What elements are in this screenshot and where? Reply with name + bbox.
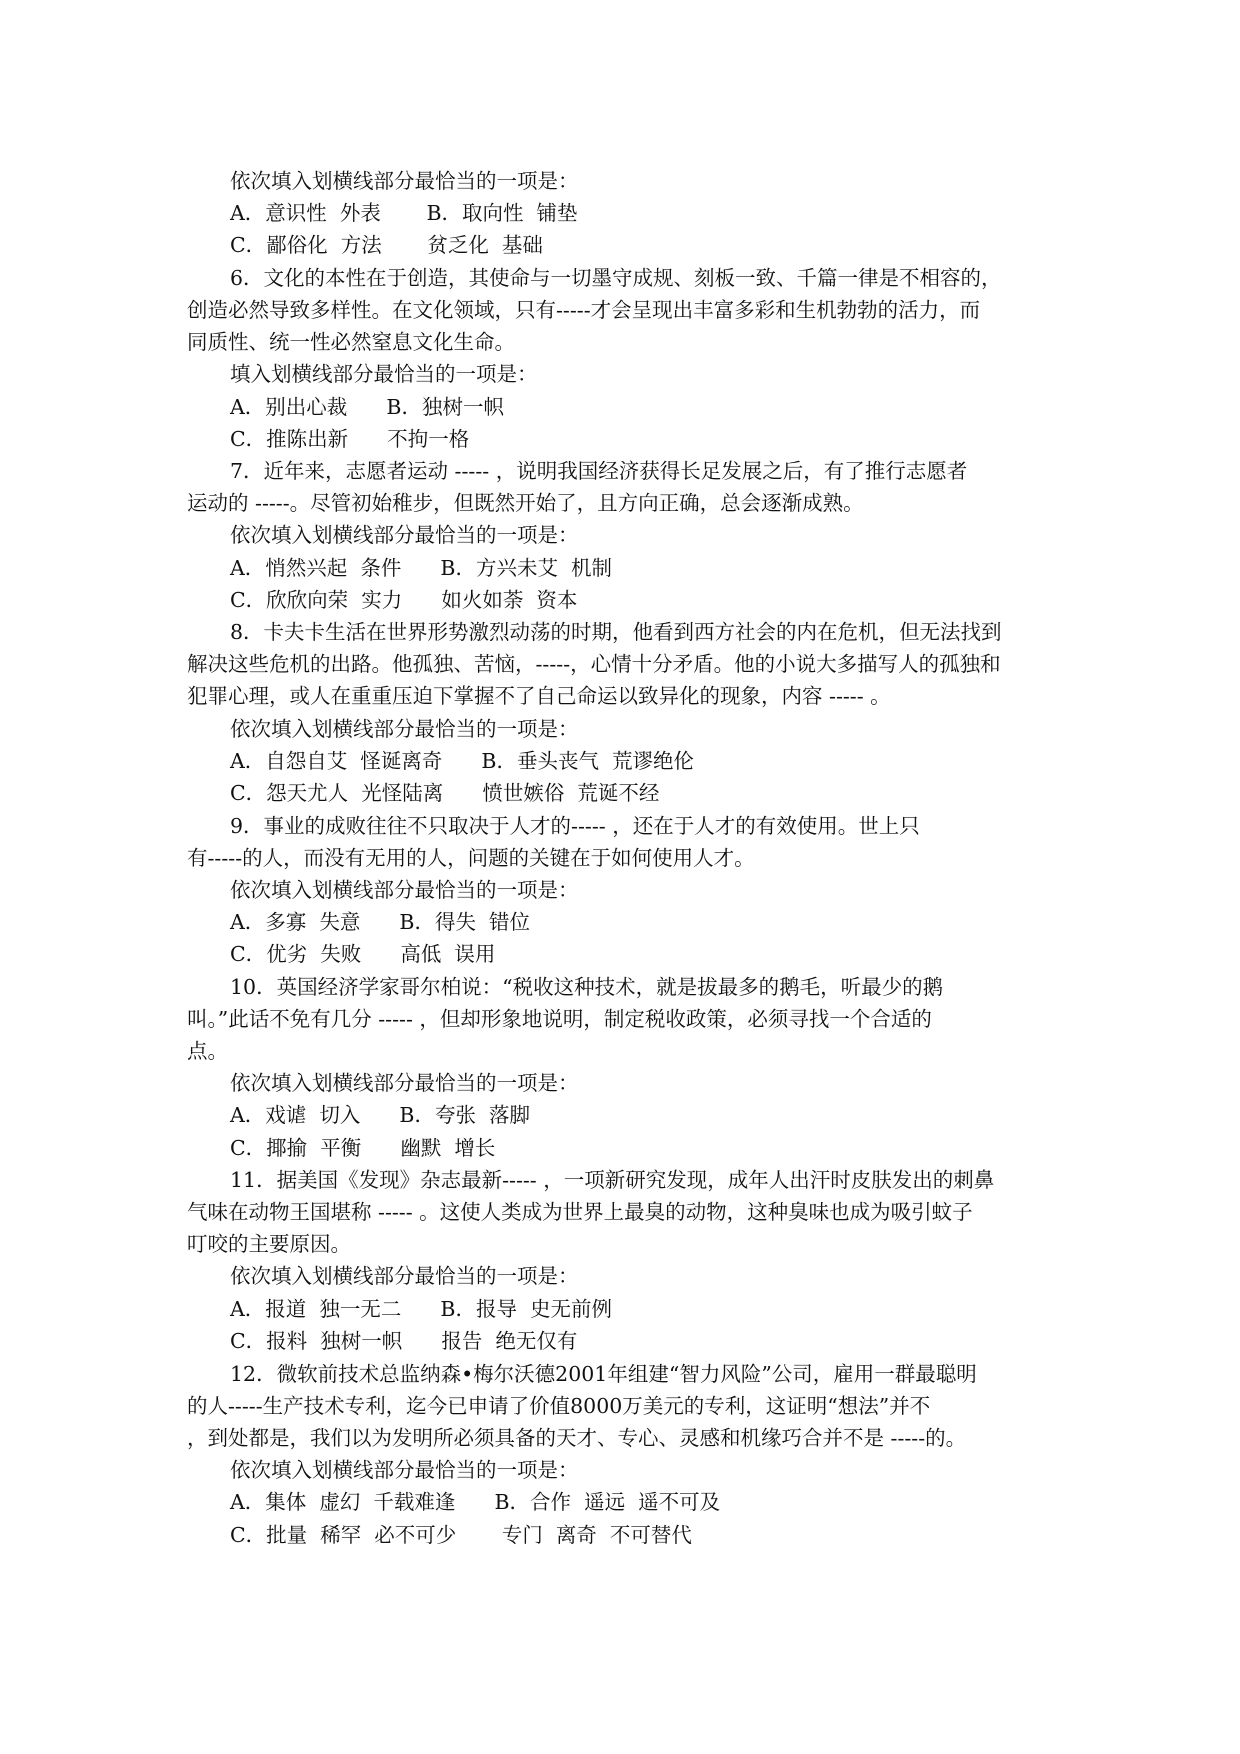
- text-line: 依次填入划横线部分最恰当的一项是：: [230, 717, 579, 741]
- text-line: 创造必然导致多样性。在文化领域，只有-----才会呈现出丰富多彩和生机勃勃的活力，而: [187, 298, 981, 322]
- text-line: 运动的 -----。尽管初始稚步，但既然开始了，且方向正确，总会逐渐成熟。: [187, 491, 864, 515]
- text-line: 依次填入划横线部分最恰当的一项是：: [230, 523, 579, 547]
- text-line: 依次填入划横线部分最恰当的一项是：: [230, 169, 579, 193]
- text-line: 气味在动物王国堪称 ----- 。这使人类成为世界上最臭的动物，这种臭味也成为吸引蚊子: [187, 1200, 973, 1224]
- text-line: A．戏谑 切入 B．夸张 落脚: [230, 1103, 531, 1127]
- text-line: 12．微软前技术总监纳森•梅尔沃德2001年组建“智力风险”公司，雇用一群最聪明: [230, 1362, 977, 1386]
- text-line: 6．文化的本性在于创造，其使命与一切墨守成规、刻板一致、千篇一律是不相容的，: [230, 266, 1002, 290]
- text-line: 依次填入划横线部分最恰当的一项是：: [230, 1458, 579, 1482]
- text-line: A．多寡 失意 B．得失 错位: [230, 910, 531, 934]
- text-line: A．报道 独一无二 B．报导 史无前例: [230, 1297, 613, 1321]
- text-line: A．集体 虚幻 千载难逢 B．合作 遥远 遥不可及: [230, 1490, 721, 1514]
- text-line: 填入划横线部分最恰当的一项是：: [230, 362, 538, 386]
- text-line: 9．事业的成败往往不只取决于人才的----- ，还在于人才的有效使用。世上只: [230, 814, 920, 838]
- text-line: 叮咬的主要原因。: [187, 1232, 351, 1256]
- text-line: C．优劣 失败 高低 误用: [230, 942, 496, 966]
- text-line: C．欣欣向荣 实力 如火如荼 资本: [230, 588, 578, 612]
- text-line: 解决这些危机的出路。他孤独、苦恼，-----，心情十分矛盾。他的小说大多描写人的孤独和: [187, 652, 1001, 676]
- text-line: 依次填入划横线部分最恰当的一项是：: [230, 1071, 579, 1095]
- text-line: 依次填入划横线部分最恰当的一项是：: [230, 1264, 579, 1288]
- text-line: 有-----的人，而没有无用的人，问题的关键在于如何使用人才。: [187, 846, 755, 870]
- text-line: 叫。”此话不免有几分 ----- ，但却形象地说明，制定税收政策，必须寻找一个合适的: [187, 1007, 932, 1031]
- text-line: 11．据美国《发现》杂志最新----- ，一项新研究发现，成年人出汗时皮肤发出的刺鼻: [230, 1168, 995, 1192]
- text-line: A．悄然兴起 条件 B．方兴未艾 机制: [230, 556, 613, 580]
- text-line: 10．英国经济学家哥尔柏说：“税收这种技术，就是拔最多的鹅毛，听最少的鹅: [230, 975, 944, 999]
- text-line: 7．近年来，志愿者运动 ----- ，说明我国经济获得长足发展之后，有了推行志愿者: [230, 459, 968, 483]
- text-line: 8．卡夫卡生活在世界形势激烈动荡的时期，他看到西方社会的内在危机，但无法找到: [230, 620, 1002, 644]
- text-line: 同质性、统一性必然窒息文化生命。: [187, 330, 515, 354]
- text-line: C．推陈出新 不拘一格: [230, 427, 470, 451]
- text-line: ，到处都是，我们以为发明所必须具备的天才、专心、灵感和机缘巧合并不是 -----的。: [187, 1426, 967, 1450]
- text-line: 犯罪心理，或人在重重压迫下掌握不了自己命运以致异化的现象，内容 ----- 。: [187, 684, 891, 708]
- text-line: 依次填入划横线部分最恰当的一项是：: [230, 878, 579, 902]
- text-line: C．揶揄 平衡 幽默 增长: [230, 1136, 496, 1160]
- text-line: A．别出心裁 B．独树一帜: [230, 395, 504, 419]
- text-line: 点。: [187, 1039, 228, 1063]
- text-line: C．怨天尤人 光怪陆离 愤世嫉俗 荒诞不经: [230, 781, 660, 805]
- text-line: A．自怨自艾 怪诞离奇 B．垂头丧气 荒谬绝伦: [230, 749, 695, 773]
- text-line: C．报料 独树一帜 报告 绝无仅有: [230, 1329, 578, 1353]
- text-line: 的人-----生产技术专利，迄今已申请了价值8000万美元的专利，这证明“想法”并不: [187, 1394, 931, 1418]
- text-line: A．意识性 外表 B．取向性 铺垫: [230, 201, 578, 225]
- text-line: C．批量 稀罕 必不可少 专门 离奇 不可替代: [230, 1523, 692, 1547]
- text-line: C．鄙俗化 方法 贫乏化 基础: [230, 233, 543, 257]
